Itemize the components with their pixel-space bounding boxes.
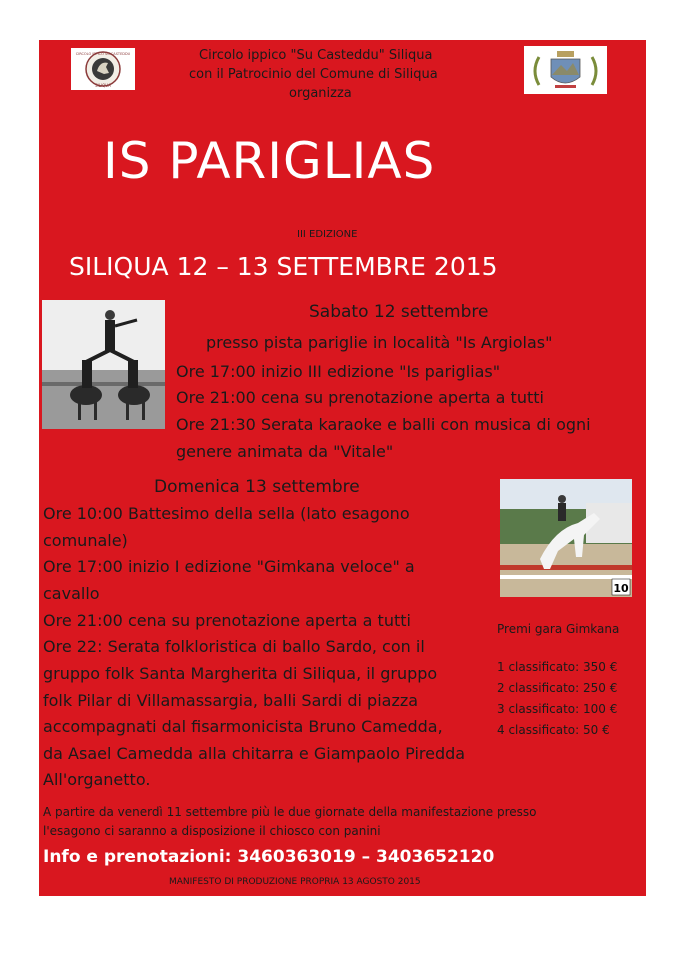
footer-credit: MANIFESTO DI PRODUZIONE PROPRIA 13 AGOSTO 2015: [169, 877, 421, 887]
prize-item-2: 2 classificato: 250 €: [497, 681, 618, 695]
saturday-location: presso pista pariglie in località "Is Argiolas": [206, 333, 553, 352]
sunday-line-8: folk Pilar di Villamassargia, balli Sardi di piazza: [43, 691, 419, 710]
sunday-line-10: da Asael Camedda alla chitarra e Giampaolo Piredda: [43, 744, 466, 763]
organizer-line-1: Circolo ippico "Su Casteddu" Siliqua: [199, 48, 433, 63]
logo-ring-text-bottom: SILIQUA: [95, 83, 111, 88]
gimkana-jump-photo: [500, 479, 632, 597]
organizer-line-3: organizza: [289, 86, 352, 101]
saturday-line-4: genere animata da "Vitale": [176, 442, 394, 461]
saturday-line-2: Ore 21:00 cena su prenotazione aperta a tutti: [176, 388, 544, 407]
sunday-line-6: Ore 22: Serata folkloristica di ballo Sardo, con il: [43, 637, 425, 656]
sunday-line-5: Ore 21:00 cena su prenotazione aperta a tutti: [43, 611, 411, 630]
sunday-line-4: cavallo: [43, 584, 100, 603]
sunday-heading: Domenica 13 settembre: [154, 477, 360, 497]
event-title: IS PARIGLIAS: [103, 132, 436, 190]
prize-item-3: 3 classificato: 100 €: [497, 702, 618, 716]
info-contacts: Info e prenotazioni: 3460363019 – 3403652120: [43, 847, 495, 867]
edition-label: III EDIZIONE: [297, 229, 358, 240]
prizes-heading: Premi gara Gimkana: [497, 622, 620, 636]
circolo-ippico-logo: [71, 48, 135, 90]
saturday-line-1: Ore 17:00 inizio III edizione "Is pariglias": [176, 362, 501, 381]
photo-number-label: 10: [613, 582, 629, 595]
kiosk-note-line-1: A partire da venerdì 11 settembre più le due giornate della manifestazione presso: [43, 805, 537, 819]
pariglia-acrobats-photo: [42, 300, 165, 429]
comune-siliqua-coat-of-arms: [524, 46, 607, 94]
sunday-line-1: Ore 10:00 Battesimo della sella (lato esagono: [43, 504, 410, 523]
prize-item-1: 1 classificato: 350 €: [497, 660, 618, 674]
saturday-heading: Sabato 12 settembre: [309, 302, 489, 322]
sunday-line-2: comunale): [43, 531, 128, 550]
logo-ring-text-top: CIRCOLO IPPICO SU CASTEDDU: [75, 52, 131, 56]
sunday-line-9: accompagnati dal fisarmonicista Bruno Camedda,: [43, 717, 443, 736]
sunday-line-11: All'organetto.: [43, 770, 151, 789]
event-dates: SILIQUA 12 – 13 SETTEMBRE 2015: [69, 252, 498, 281]
prize-item-4: 4 classificato: 50 €: [497, 723, 610, 737]
sunday-line-3: Ore 17:00 inizio I edizione "Gimkana veloce" a: [43, 557, 415, 576]
sunday-line-7: gruppo folk Santa Margherita di Siliqua, il gruppo: [43, 664, 438, 683]
kiosk-note-line-2: l'esagono ci saranno a disposizione il chiosco con panini: [43, 824, 381, 838]
saturday-line-3: Ore 21:30 Serata karaoke e balli con musica di ogni: [176, 415, 591, 434]
organizer-line-2: con il Patrocinio del Comune di Siliqua: [189, 67, 438, 82]
